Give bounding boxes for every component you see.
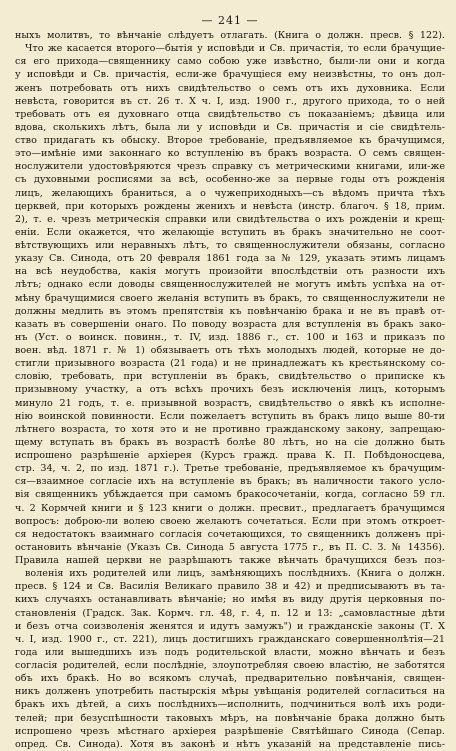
text-line: ныхъ молитвъ, то вѣнчаніе слѣдуетъ отлагать. (Книга о должн. пресв. § 122). [15,30,445,41]
text-line: ство придагать къ обыску. Второе требованіе, предъявляемое къ брачущимся, [15,135,445,146]
text-line: женъ потребовать отъ нихъ свидѣтельство о семъ отъ ихъ духовника. Если [15,82,445,94]
text-line: согласія родителей, если послѣдніе, злоупотребляя своею властію, не заботятся [15,660,445,671]
text-line: испрошено чрезъ мѣстнаго архіерея разрѣшеніе Святѣйшаго Синода (Сепар. [15,725,445,737]
text-line: никъ долженъ употребить пастырскія мѣры увѣщанія родителей согласиться на [15,686,445,698]
text-line: еніи. Если окажется, что желающіе вступить въ бракъ значительно не соот- [15,226,445,238]
text-line: бракъ ихъ дѣтей, а сихъ послѣднихъ—исполнить, подчиниться волѣ ихъ роди- [15,699,445,711]
text-line: 2), т. е. чрезъ метрическія справки или свидѣтельства о ихъ рожденіи и крещ- [15,213,445,225]
text-line: вія священникъ убѣждается при самомъ бракосочетаніи, когда, согласно 59 гл. [15,489,445,501]
text-line: должны медлить въ этомъ препятствія къ повѣнчанію брака и не въ правѣ от- [15,305,445,317]
text-line: словію, требовать, при вступленіи въ бракъ, свидѣтельство о приписке къ [15,371,445,383]
text-line: лѣтнего возраста, то хотя это и не противно гражданскому закону, запрещаю- [15,423,445,435]
text-line: вдова, сколькихъ лѣтъ, была ли у исповѣди и Св. причастія и сіе свидѣтель- [15,121,445,133]
text-line: мѣну брачущимися своего желанія вступить въ бракъ, то священнослужители не [15,292,445,304]
text-line: Правила нашей церкви не разрѣшаютъ также вѣнчать брачущихся безъ поз- [15,555,445,566]
page-number: — 241 — [201,14,259,27]
text-line: церквей, при которыхъ рождены женихъ и невѣста (инстр. благоч. § 18, прим. [15,200,445,212]
text-line: у исповѣди и Св. причастія, если-же брачущіеся ему неизвѣстны, то онъ дол- [15,69,445,81]
text-line: воленія ихъ родителей или лицъ, замѣняющихъ послѣднихъ. (Книга о должн. [25,568,445,580]
text-line: остановить вѣнчаніе (Указъ Св. Синода 5 августа 1775 г., въ П. С. З. № 14356). [15,541,445,553]
text-line: стр. 34, ч. 2, по изд. 1871 г.). Третье требованіе, предъявляемое къ брачущим- [15,463,445,475]
text-line: стигли призывного возраста (21 года) и не принадлежатъ къ крестьянскому со- [15,358,445,370]
text-line: вопросъ: доброю-ли волею своею желаютъ сочетаться. Если при этомъ откроет- [15,515,445,527]
text-line: пресв. § 124 и Св. Василія Великаго правило 38 и 42) и предписываютъ въ та- [15,581,445,593]
text-line: лѣтъ; однако если доводы священнослужителей не могутъ имѣть успѣха на от- [15,279,445,291]
text-line: нъ (Уст. о воинск. повинн., т. IV, изд. 1886 г., ст. 100 и 163 и приказъ по [15,331,445,343]
text-line: опред. Св. Синода). Хотя въ законѣ и нѣтъ указаній на представленіе пись- [15,738,445,750]
text-line: воен. вѣд. 1871 г. № 1) обязываетъ отъ тѣхъ молодыхъ людей, которые не до- [15,345,445,356]
text-line: призывному участку, а отъ всѣхъ прочихъ безъ исключенія лицъ, которымъ [15,384,445,396]
text-line: ся недостатокъ взаимнаго согласія сочетающихся, то священникъ долженъ прі- [15,528,445,540]
text-line: испрошено разрѣшеніе архіерея (Курсъ гражд. права К. П. Побѣдоносцева, [15,450,445,461]
text-line: вѣтствующихъ или неравныхъ лѣтъ, то священнослужители обязаны, согласно [15,240,445,251]
text-line: Что же касается второго—бытія у исповѣди и Св. причастія, то если брачущие- [25,43,445,55]
text-line: на всѣ неудобства, какія могутъ произойти впослѣдствіи отъ разности ихъ [15,266,445,278]
text-line: требовать отъ ея духовнаго отца свидѣтельство съ показаніемъ; дѣвица или [15,108,445,120]
text-line: нослужители удостовѣряются чрезъ справку съ метрическими книгами, или-же [15,161,445,173]
text-line: щему вступать въ бракъ въ возрастѣ болѣе 80 лѣтъ, но на сіе должно быть [15,436,445,448]
text-line: и безъ отча соизволенія женятся и идутъ замужъ") и гражданскіе законы (Т. Х [15,620,445,632]
text-line: ч. 2 Кормчей книги и § 123 книги о должн. пресвит., предлагаетъ брачущимся [15,502,445,514]
text-line: нію воинской повинности. Если пожелаетъ вступить въ бракъ лицо выше 80-ти [15,410,445,422]
text-line: становленія (Градск. Зак. Кормч. гл. 48, г. 4, п. 12 и 13: „самовластные дѣти [15,607,445,619]
text-line: объ ихъ бракѣ. Но во всякомъ случаѣ, предварительно повѣнчанія, священ- [15,673,445,685]
text-line: ч. I, изд. 1900 г., ст. 221), лицъ достигшихъ гражданскаго совершеннолѣтія—21 [15,633,445,645]
text-line: лицъ, желающихъ браниться, а о чужеприходныхъ—съ вѣдомъ причта тѣхъ [15,187,445,199]
text-line: казать въ совершеніи онаго. По поводу возраста для вступленія въ бракъ зако- [15,318,445,330]
text-line: ся его прихода—священнику само собою уже извѣстно, были-ли они и когда [15,56,445,68]
text-line: года или вышедшихъ изъ подъ родительской власти, можно вѣнчать и безъ [15,646,445,658]
text-line: это—имѣніе ими законнаго ко вступленію въ бракъ возраста. О семъ священ- [15,148,445,160]
text-line: телей; при безуспѣшности таковыхъ мѣръ, на повѣнчаніе брака должно быть [15,712,445,724]
text-line: минуло 21 годъ, т. е. призывной возрастъ, свидѣтельство о явкѣ къ исполне- [15,397,445,409]
text-line: указу Св. Синода, отъ 20 февраля 1861 года за № 129, указать этимъ лицамъ [15,253,445,265]
text-line: невѣста, говорится въ ст. 26 т. Х ч. I, изд. 1900 г., другого прихода, то о ней [15,95,445,107]
text-line: ся—взаимное согласіе ихъ на вступленіе въ бракъ; въ наличности такого усло- [15,476,445,488]
text-line: съ духовными росписями за всѣ, особенно-же за первые годы отъ рожденія [15,174,445,186]
page-body-text [15,29,445,751]
text-line: кихъ случаяхъ останавливать вѣнчаніе; но имѣя въ виду другія церковныя по- [15,594,445,606]
